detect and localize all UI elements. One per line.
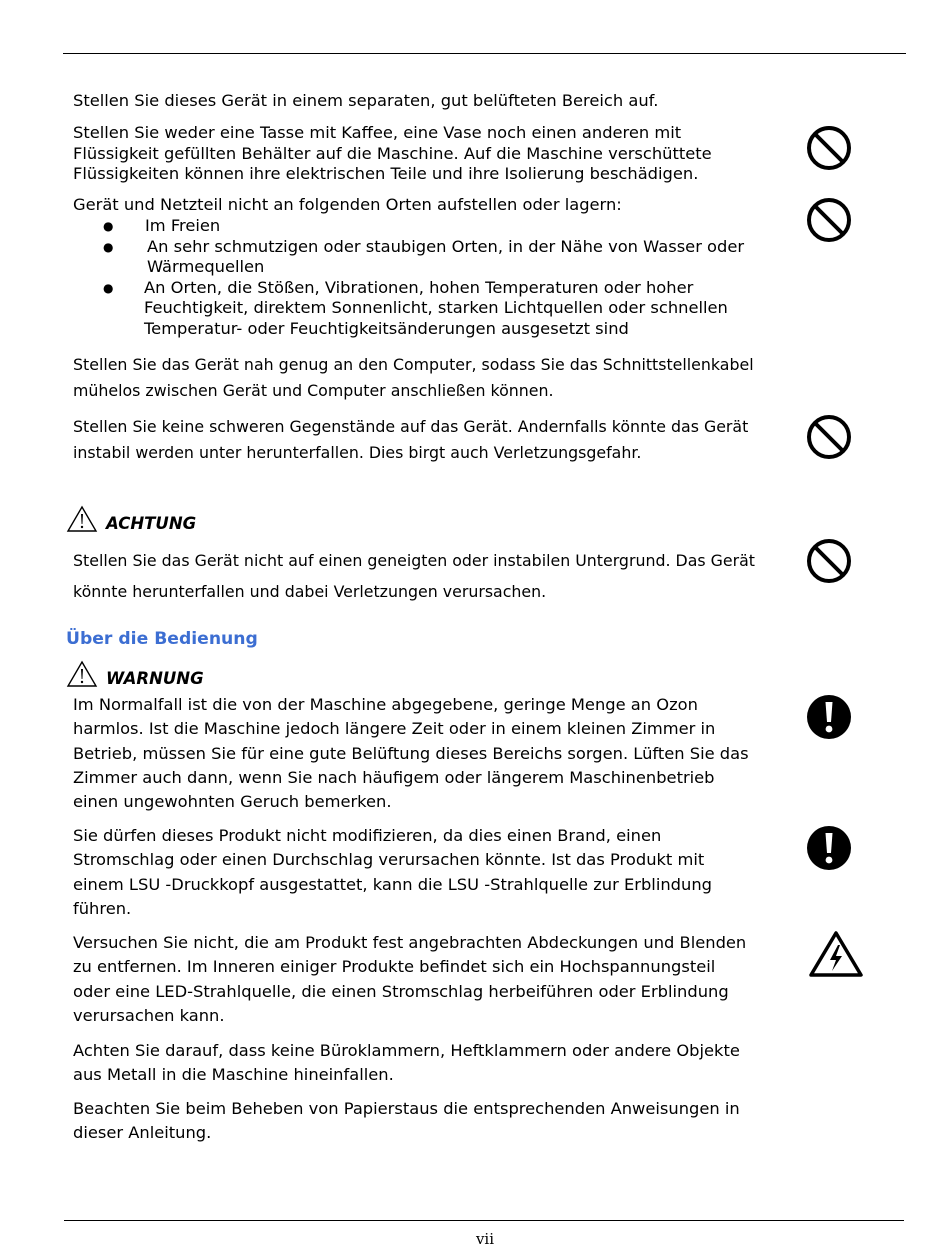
text-line: Stromschlag oder einen Durchschlag verursachen könnte. Ist das Produkt mit — [73, 850, 705, 870]
paragraph-metal-objects — [73, 1039, 793, 1088]
text-line: instabil werden unter herunterfallen. Dies birgt auch Verletzungsgefahr. — [73, 443, 642, 462]
text-line: Versuchen Sie nicht, die am Produkt fest angebrachten Abdeckungen und Blenden — [73, 933, 747, 952]
caution-label: ACHTUNG — [106, 514, 197, 533]
footer-rule — [64, 1220, 904, 1221]
paragraph-caution — [73, 545, 793, 607]
text-line: Stellen Sie das Gerät nah genug an den Computer, sodass Sie das Schnittstellenkabel — [73, 355, 754, 374]
list-item: ● Im Freien — [73, 216, 793, 237]
text-line: einen ungewohnten Geruch bemerken. — [73, 792, 392, 812]
list-item: ● An sehr schmutzigen oder staubigen Orten, in der Nähe von Wasser oder Wärmequellen — [73, 237, 793, 278]
text-line: einem LSU -Druckkopf ausgestattet, kann die LSU -Strahlquelle zur Erblindung — [73, 874, 712, 894]
text-line: Flüssigkeiten können ihre elektrischen Teile und ihre Isolierung beschädigen. — [73, 164, 699, 184]
paragraph-modify — [73, 824, 793, 921]
list-item: ● An Orten, die Stößen, Vibrationen, hohen Temperaturen oder hoher Feuchtigkeit, direktem Sonnenlicht, starken Lichtquellen oder schnellen Temperatur- oder Feuchtigkeitsänderungen ausgesetzt sind — [73, 278, 793, 340]
exclamation-icon — [806, 694, 852, 740]
text-line: könnte herunterfallen und dabei Verletzungen verursachen. — [73, 582, 547, 601]
header-rule — [63, 53, 906, 54]
text-line: Stellen Sie keine schweren Gegenstände auf das Gerät. Andernfalls könnte das Gerät — [73, 417, 749, 436]
exclamation-icon — [806, 825, 852, 871]
prohibition-icon — [806, 197, 852, 243]
text-line: Stellen Sie weder eine Tasse mit Kaffee, eine Vase noch einen anderen mit — [73, 123, 682, 142]
prohibition-icon — [806, 414, 852, 460]
locations-list — [73, 216, 793, 340]
warning-triangle-icon — [66, 660, 98, 688]
warning-heading — [66, 660, 204, 688]
warning-label: WARNUNG — [106, 669, 204, 688]
paragraph-heavy-objects — [73, 414, 793, 466]
text-line: Im Normalfall ist die von der Maschine abgegebene, geringe Menge an Ozon — [73, 695, 698, 714]
prohibition-icon — [806, 538, 852, 584]
page-number: vii — [475, 1230, 495, 1248]
paragraph-locations-intro: Gerät und Netzteil nicht an folgenden Orten aufstellen oder lagern: — [73, 195, 622, 214]
text-line: Flüssigkeit gefüllten Behälter auf die Maschine. Auf die Maschine verschüttete — [73, 143, 712, 163]
paragraph-covers — [73, 931, 793, 1028]
text-line: führen. — [73, 898, 132, 918]
high-voltage-icon — [808, 930, 864, 978]
paragraph-paper-jam — [73, 1097, 793, 1146]
text-line: Beachten Sie beim Beheben von Papierstaus die entsprechenden Anweisungen in — [73, 1099, 740, 1118]
caution-heading — [66, 505, 196, 533]
text-line: zu entfernen. Im Inneren einiger Produkte befindet sich ein Hochspannungsteil — [73, 957, 716, 977]
paragraph-ventilation: Stellen Sie dieses Gerät in einem separaten, gut belüfteten Bereich auf. — [73, 91, 659, 110]
text-line: aus Metall in die Maschine hineinfallen. — [73, 1065, 394, 1085]
text-line: Zimmer auch dann, wenn Sie nach häufigem oder längerem Maschinenbetrieb — [73, 767, 715, 787]
text-line: verursachen kann. — [73, 1005, 225, 1025]
text-line: harmlos. Ist die Maschine jedoch längere Zeit oder in einem kleinen Zimmer in — [73, 719, 716, 739]
text-line: Sie dürfen dieses Produkt nicht modifizieren, da dies einen Brand, einen — [73, 826, 662, 845]
text-line: oder eine LED-Strahlquelle, die einen Stromschlag herbeiführen oder Erblindung — [73, 981, 729, 1001]
text-line: dieser Anleitung. — [73, 1123, 212, 1143]
prohibition-icon — [806, 125, 852, 171]
section-title: Über die Bedienung — [66, 629, 258, 649]
paragraph-liquids — [73, 123, 793, 185]
text-line: Stellen Sie das Gerät nicht auf einen geneigten oder instabilen Untergrund. Das Gerät — [73, 551, 755, 570]
text-line: Achten Sie darauf, dass keine Büroklammern, Heftklammern oder andere Objekte — [73, 1041, 740, 1060]
warning-triangle-icon — [66, 505, 98, 533]
text-line: Betrieb, müssen Sie für eine gute Belüftung dieses Bereichs sorgen. Lüften Sie das — [73, 743, 749, 763]
paragraph-computer-placement — [73, 352, 793, 404]
paragraph-ozone — [73, 693, 793, 814]
text-line: mühelos zwischen Gerät und Computer anschließen können. — [73, 381, 554, 400]
